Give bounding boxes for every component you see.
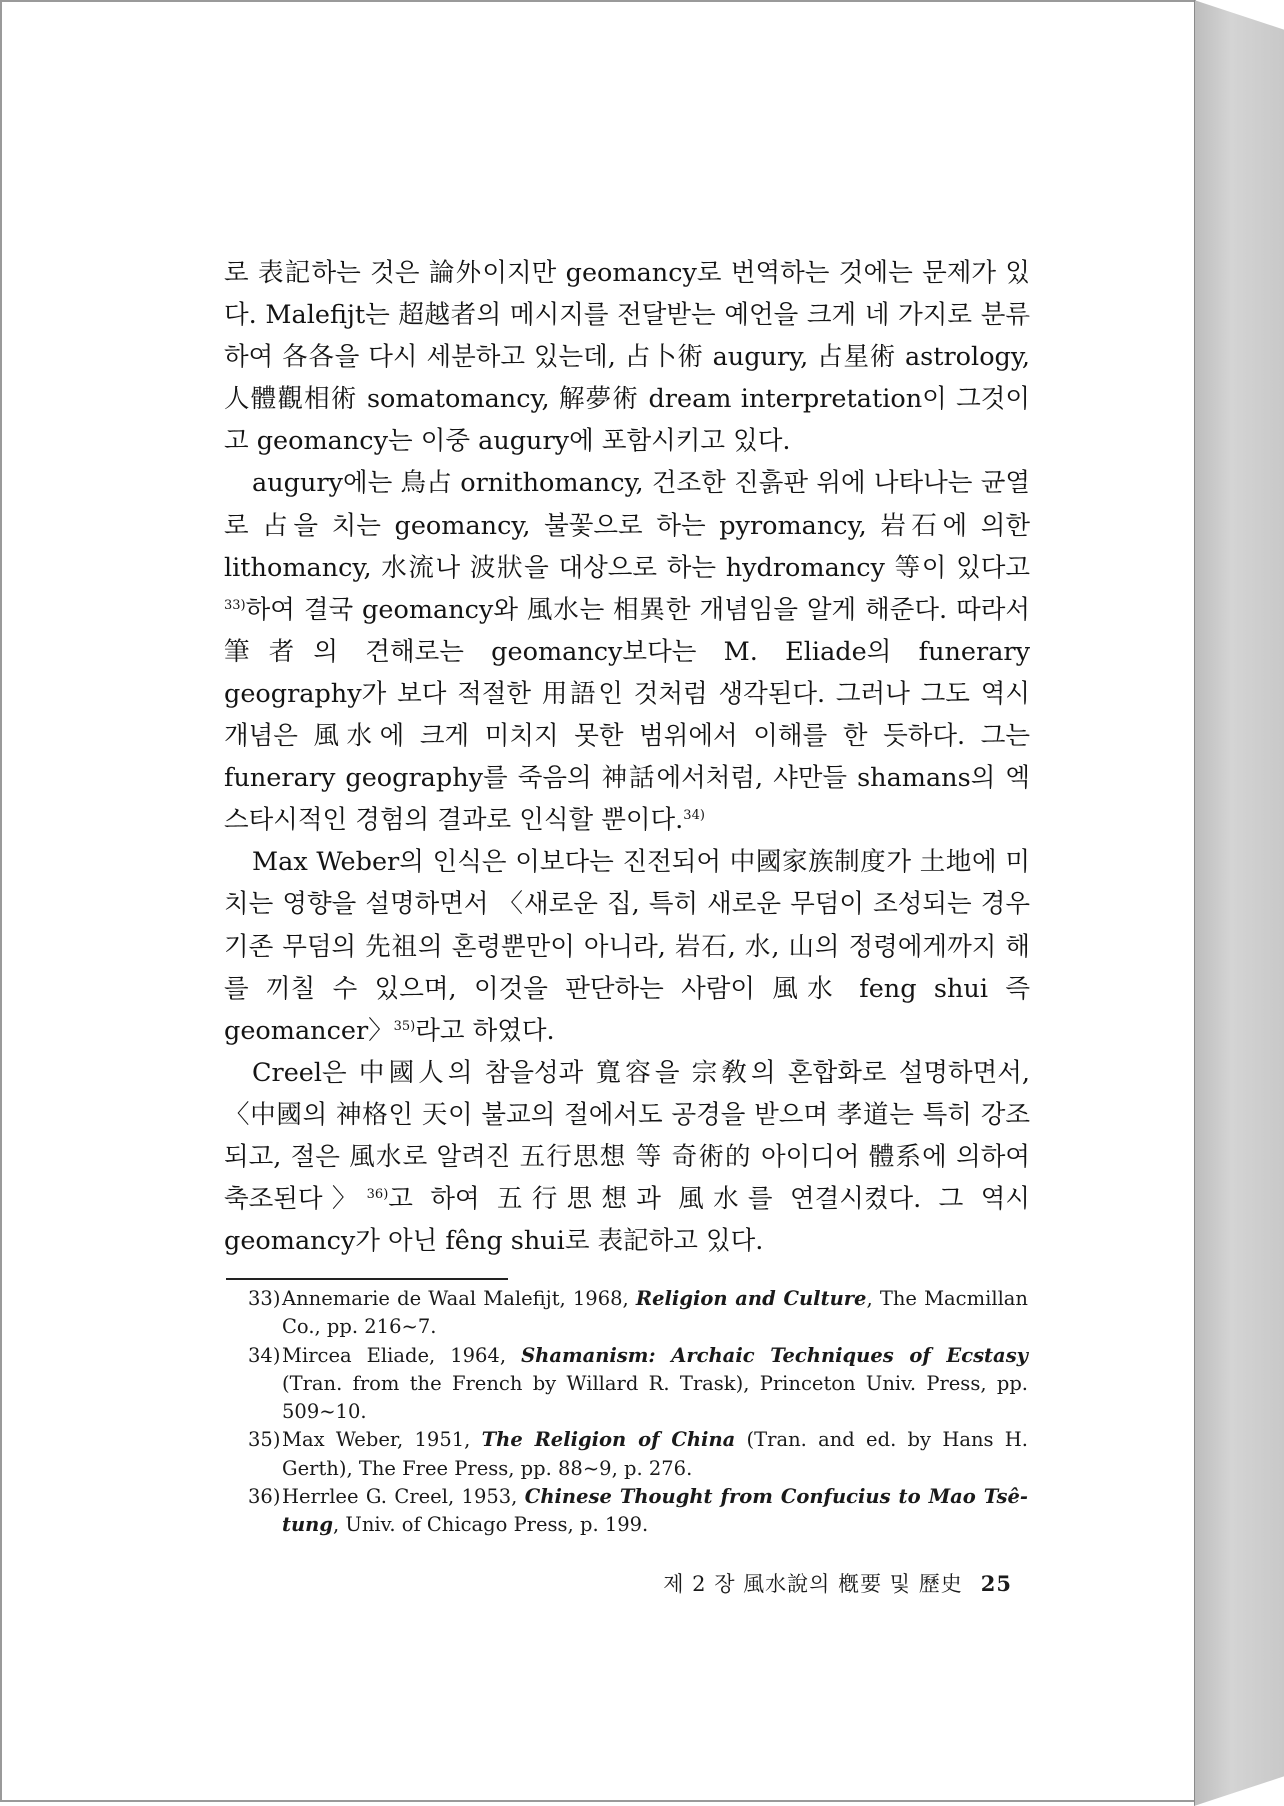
paragraph-1: 로 表記하는 것은 論外이지만 geomancy로 번역하는 것에는 문제가 있다. Malefijt는 超越者의 메시지를 전달받는 예언을 크게 네 가지로 분류하여 各各을 다시 세분하고 있는데, 占卜術 augury, 占星術 astrology, 人體觀相術 somatomancy, 解夢術 dream interpretation이 그것이고 geomancy는 이중 augury에 포함시키고 있다.	[224, 258, 1030, 457]
paragraph-3: Max Weber의 인식은 이보다는 진전되어 中國家族制度가 土地에 미치는 영향을 설명하면서 〈새로운 집, 특히 새로운 무덤이 조성되는 경우 기존 무덤의 先祖의 혼령뿐만이 아니라, 岩石, 水, 山의 정령에게까지 해를 끼칠 수 있으며, 이것을 판단하는 사람이 風水 feng shui 즉 geomancer〉$^{35)}$라고 하였다.	[224, 847, 1030, 1046]
footnotes	[248, 1285, 1028, 1540]
footnote-ref-34: 34)	[683, 808, 705, 824]
chapter-title: 제 2 장 風水說의 槪要 및 歷史	[663, 1572, 963, 1596]
footnote-35: 35) Max Weber, 1951, The Religion of China (Tran. and ed. by Hans H. Gerth), The Free Press, pp. 88~9, p. 276.	[248, 1428, 1028, 1480]
body-text	[224, 252, 1030, 1262]
footnote-33: 33) Annemarie de Waal Malefijt, 1968, Religion and Culture, The Macmillan Co., pp. 216~7.	[248, 1287, 1028, 1339]
footnote-ref-35: 35)	[393, 1018, 416, 1034]
running-footer	[622, 1568, 1012, 1598]
footnote-34: 34) Mircea Eliade, 1964, Shamanism: Archaic Techniques of Ecstasy (Tran. from the French by Willard R. Trask), Princeton Univ. Press, pp. 509~10.	[248, 1343, 1029, 1424]
footnote-separator	[226, 1278, 508, 1280]
book-edge	[1194, 0, 1284, 1806]
footnote-36: 36) Herrlee G. Creel, 1953, Chinese Thought from Confucius to Mao Tsê-tung, Univ. of Chicago Press, p. 199.	[248, 1485, 1028, 1537]
page-number: 25	[980, 1571, 1012, 1596]
paragraph-2: augury에는 鳥占 ornithomancy, 건조한 진흙판 위에 나타나는 균열로 占을 치는 geomancy, 불꽃으로 하는 pyromancy, 岩石에 의한 lithomancy, 水流나 波狀을 대상으로 하는 hydromancy 等이 있다고$^{33)}$하여 결국 geomancy와 風水는 相異한 개념임을 알게 해준다. 따라서 筆者의 견해로는 geomancy보다는 M. Eliade의 funerary geography가 보다 적절한 用語인 것처럼 생각된다. 그러나 그도 역시 개념은 風水에 크게 미치지 못한 범위에서 이해를 한 듯하다. 그는 funerary geography를 죽음의 神話에서처럼, 샤만들 shamans의 엑스타시적인 경험의 결과로 인식할 뿐이다.$^{34)}$	[224, 468, 1030, 836]
footnote-ref-33: 33)	[224, 597, 246, 613]
paragraph-4: Creel은 中國人의 참을성과 寬容을 宗敎의 혼합화로 설명하면서, 〈中國의 神格인 天이 불교의 절에서도 공경을 받으며 孝道는 특히 강조되고, 절은 風水로 알려진 五行思想 等 奇術的 아이디어 體系에 의하여 축조된다〉$^{36)}$고 하여 五行思想과 風水를 연결시켰다. 그 역시 geomancy가 아닌 fêng shui로 表記하고 있다.	[224, 1057, 1030, 1257]
footnote-ref-36: 36)	[366, 1187, 389, 1203]
